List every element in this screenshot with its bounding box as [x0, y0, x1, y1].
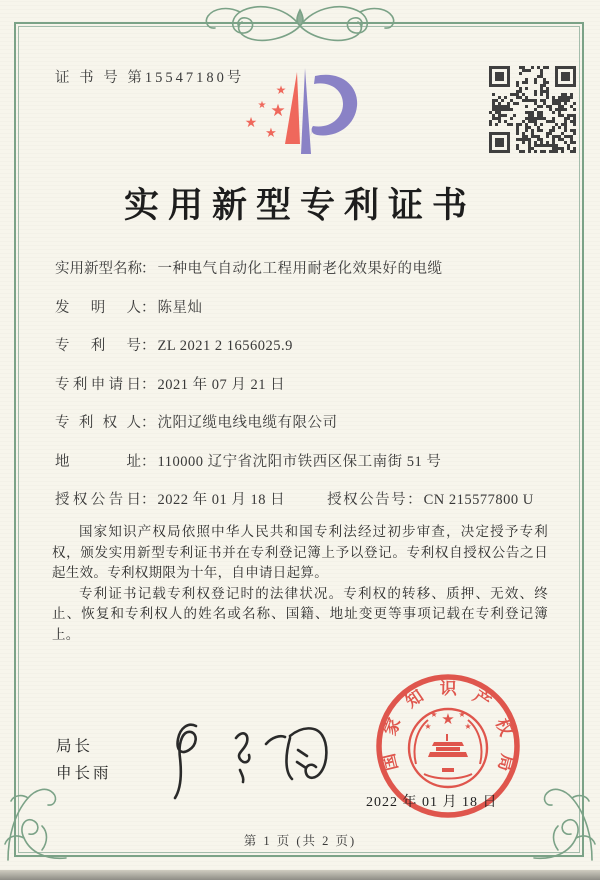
field-value: 2022 年 01 月 18 日 [157, 492, 286, 508]
field-value: 2021 年 07 月 21 日 [157, 376, 286, 393]
signer-block [56, 733, 112, 787]
qr-code-icon [489, 66, 576, 153]
svg-text:★: ★ [265, 126, 277, 141]
signer-title: 局长 [56, 738, 94, 755]
certificate-title: 实用新型专利证书 [123, 186, 476, 225]
colon: ： [141, 415, 156, 431]
field-list [55, 258, 555, 528]
field-value: ZL 2021 2 1656025.9 [157, 338, 293, 354]
field-value: 一种电气自动化工程用耐老化效果好的电缆 [157, 261, 443, 277]
svg-text:★: ★ [275, 83, 287, 97]
field-label: 专利号 [55, 338, 141, 354]
field-row-address [55, 451, 555, 473]
colon: ： [141, 453, 156, 470]
certificate-number: 证 书 号 第15547180号 [55, 70, 245, 86]
signer-name: 申长雨 [56, 765, 112, 782]
field-label: 专利申请日 [55, 376, 141, 393]
legal-paragraph: 专利证书记载专利权登记时的法律状况。专利权的转移、质押、无效、终止、恢复和专利权人的姓名或名称、国籍、地址变更等事项记载在专利登记簿上。 [52, 585, 548, 642]
legal-text [52, 522, 548, 645]
grant-number-pair [327, 489, 534, 511]
seal-date: 2022 年 01 月 18 日 [366, 795, 498, 810]
field-value: 110000 辽宁省沈阳市铁西区保工南街 51 号 [157, 453, 442, 470]
svg-text:★: ★ [458, 710, 466, 719]
field-label: 授权公告日 [55, 492, 141, 508]
svg-text:★: ★ [464, 722, 472, 731]
svg-text:★: ★ [424, 722, 432, 731]
legal-paragraph: 国家知识产权局依照中华人民共和国专利法经过初步审查，决定授予专利权，颁发实用新型专利证书并在专利登记簿上予以登记。专利权自授权公告之日起生效。专利权期限为十年，自申请日起算。 [52, 524, 548, 580]
field-value: CN 215577800 U [423, 492, 534, 508]
colon: ： [141, 338, 156, 354]
svg-text:★: ★ [257, 100, 267, 111]
svg-text:★: ★ [244, 115, 258, 131]
field-label: 发明人 [55, 299, 141, 316]
signature-shen-changyu-icon [140, 712, 335, 810]
field-row-inventor [55, 297, 555, 319]
bottom-right-flourish-ornament [532, 786, 598, 864]
field-label: 专利权人 [55, 415, 141, 431]
field-row-grant [55, 489, 555, 511]
seal-agency-text: 国家知识产权局 [378, 679, 517, 774]
scan-bottom-edge [0, 870, 600, 880]
field-value: 沈阳辽缆电线电缆有限公司 [157, 415, 338, 431]
field-row-patent-number [55, 335, 555, 357]
svg-text:★: ★ [270, 101, 286, 121]
top-flourish-ornament [190, 0, 410, 50]
page-footer: 第 1 页 (共 2 页) [243, 834, 357, 848]
field-row-utility-model-name [55, 258, 555, 280]
field-value: 陈星灿 [157, 299, 203, 316]
colon: ： [141, 261, 156, 277]
svg-text:★: ★ [430, 710, 438, 719]
bottom-left-flourish-ornament [2, 786, 68, 864]
field-row-filing-date [55, 374, 555, 396]
colon: ： [141, 376, 156, 393]
colon: ： [407, 492, 422, 508]
colon: ： [141, 299, 156, 316]
field-row-patentee [55, 412, 555, 434]
field-label: 授权公告号 [327, 492, 408, 508]
field-label: 实用新型名称 [55, 261, 142, 277]
colon: ： [141, 492, 156, 508]
cnipa-logo-icon [233, 64, 367, 166]
svg-text:★: ★ [441, 710, 455, 728]
field-label: 地址 [55, 453, 141, 470]
